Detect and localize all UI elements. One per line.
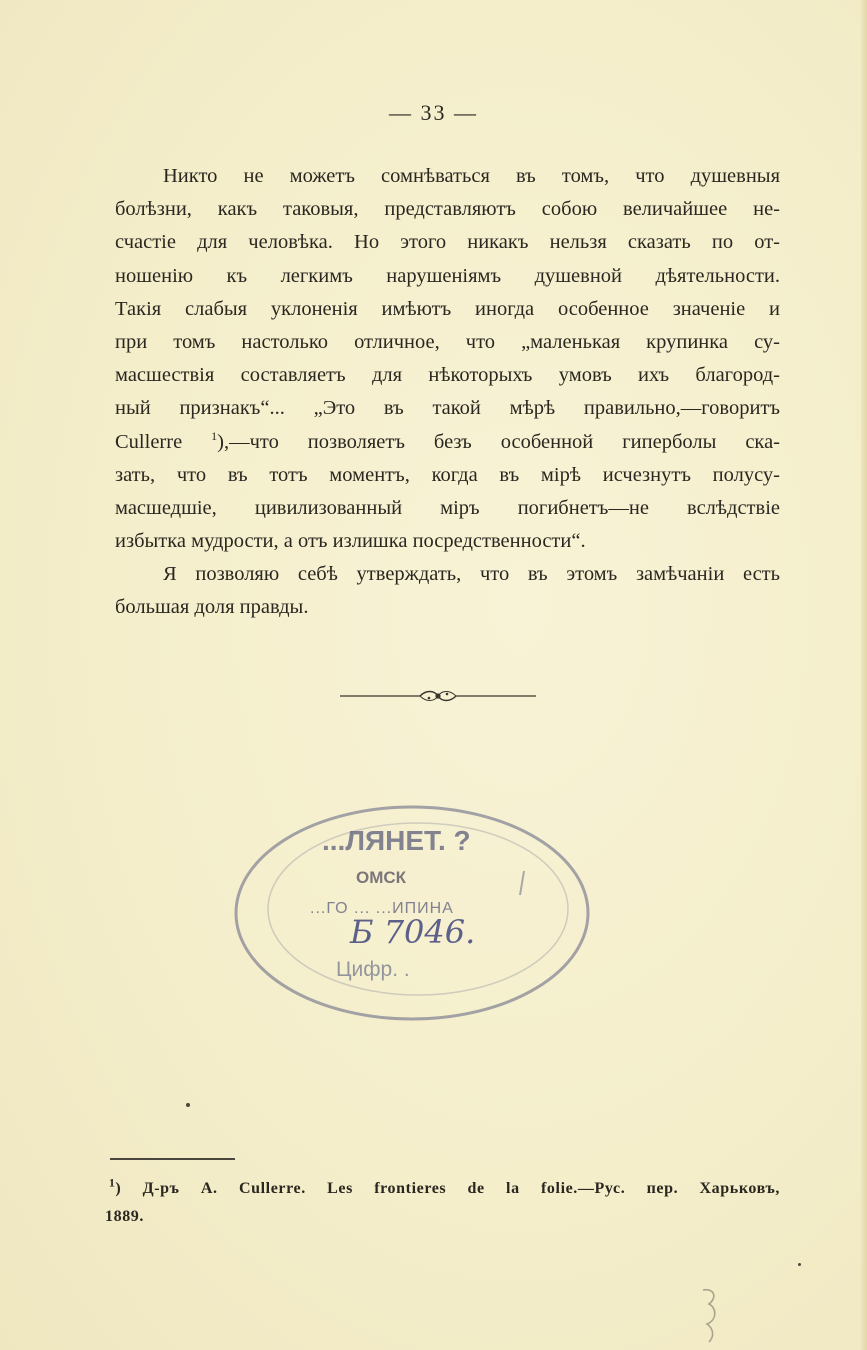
paragraph-1-line-4: ношенію къ легкимъ нарушеніямъ душевной дѣятельности.: [115, 264, 780, 287]
page-number: — 33 —: [389, 100, 478, 125]
stamp-line-1: ...ЛЯНЕТ. ?: [322, 825, 471, 856]
footnote-line-1: [105, 1175, 780, 1203]
paragraph-1-line-10: зать, что въ тотъ моментъ, когда въ мірѣ исчезнутъ полусу-: [115, 463, 780, 486]
paragraph-1-line-11: масшедшіе, цивилизованный міръ погибнетъ—не вслѣдствіе: [115, 496, 780, 519]
footnote-separator: [110, 1158, 235, 1160]
paragraph-1-line-12: избытка мудрости, а отъ излишка посредственности“.: [115, 530, 586, 553]
paragraph-1-line-3: счастіе для человѣка. Но этого никакъ нельзя сказать по от-: [115, 231, 780, 254]
cited-author: Cullerre: [115, 430, 212, 453]
ink-speck: [798, 1263, 801, 1266]
stamp-city: ОМСК: [356, 868, 407, 887]
stamp-catalog-number: Б 7046.: [350, 913, 476, 951]
paragraph-1-line-1: Никто не можетъ сомнѣваться въ томъ, что душевныя: [163, 165, 780, 187]
paragraph-2-line-1: Я позволяю себѣ утверждать, что въ этомъ замѣчаніи есть: [163, 563, 780, 586]
paragraph-1-line-9: [115, 426, 780, 459]
paragraph-2-line-2: большая доля правды.: [115, 596, 309, 619]
stamp-cipher-label: Цифр. .: [336, 958, 410, 981]
footnote-line-2: 1889.: [105, 1208, 144, 1225]
line-continuation: ),—что позволяетъ безъ особенной гиперболы ска-: [217, 430, 780, 453]
pencil-mark: [697, 1286, 727, 1344]
footnote-reference: 1: [211, 428, 218, 443]
paragraph-1-line-5: Такія слабыя уклоненія имѣютъ иногда особенное значеніе и: [115, 297, 780, 320]
paragraph-1-line-7: масшествія составляетъ для нѣкоторыхъ умовъ ихъ благород-: [115, 364, 780, 387]
stamp-line-3: ...ГО ... ...ИПИНА: [310, 900, 454, 917]
body-text: [115, 160, 780, 625]
footnote-text: ) Д-ръ А. Cullerre. Les frontieres de la folie.—Рус. пер. Харьковъ,: [115, 1180, 780, 1197]
paragraph-1-line-6: при томъ настолько отличное, что „маленькая крупинка су-: [115, 330, 780, 353]
library-stamp: [232, 803, 592, 1023]
ink-speck: [186, 1103, 190, 1107]
ornament-divider: [338, 686, 538, 706]
footnote-marker: 1: [108, 1175, 116, 1190]
paragraph-1-line-2: болѣзни, какъ таковыя, представляютъ собою величайшее не-: [115, 198, 780, 221]
footnote: [105, 1175, 780, 1231]
page-edge: [861, 0, 867, 1350]
paragraph-1-line-8: ный признакъ“... „Это въ такой мѣрѣ правильно,—говоритъ: [115, 397, 780, 420]
